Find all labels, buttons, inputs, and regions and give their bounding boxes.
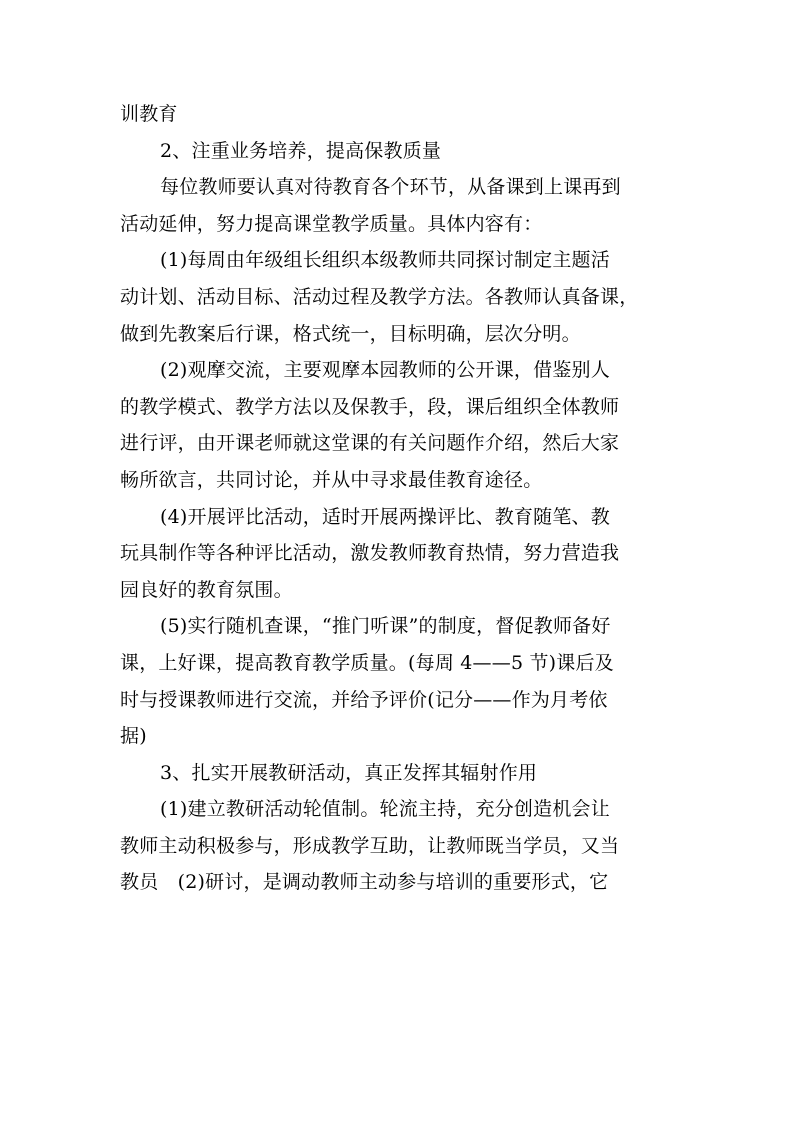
text-line-13: 玩具制作等各种评比活动，激发教师教育热情，努力营造我 bbox=[120, 542, 620, 565]
text-line-21: 教师主动积极参与，形成教学互助，让教师既当学员，又当 bbox=[120, 834, 620, 857]
text-line-14: 园良好的教育氛围。 bbox=[120, 578, 293, 601]
text-line-5: (1)每周由年级组长组织本级教师共同探讨制定主题活 bbox=[160, 249, 610, 272]
text-line-17: 时与授课教师进行交流，并给予评价(记分——作为月考依 bbox=[120, 688, 608, 711]
text-line-18: 据) bbox=[120, 725, 147, 748]
text-line-8: (2)观摩交流，主要观摩本园教师的公开课，借鉴别人 bbox=[160, 359, 610, 382]
text-line-6: 动计划、活动目标、活动过程及教学方法。各教师认真备课， bbox=[120, 285, 639, 308]
text-line-16: 课，上好课，提高教育教学质量。(每周 4——5 节)课后及 bbox=[120, 651, 614, 674]
text-line-9: 的教学模式、教学方法以及保教手，段，课后组织全体教师 bbox=[120, 395, 620, 418]
text-line-4: 活动延伸，努力提高课堂教学质量。具体内容有： bbox=[120, 212, 543, 235]
heading-2-line: 2、注重业务培养，提高保教质量 bbox=[160, 139, 442, 162]
text-line-12: (4)开展评比活动，适时开展两操评比、教育随笔、教 bbox=[160, 505, 610, 528]
document-body bbox=[120, 96, 678, 901]
text-line-10: 进行评，由开课老师就这堂课的有关问题作介绍，然后大家 bbox=[120, 432, 620, 455]
text-line-1: 训教育 bbox=[120, 103, 178, 125]
heading-3-line: 3、扎实开展教研活动，真正发挥其辐射作用 bbox=[160, 761, 538, 784]
text-line-15: (5)实行随机查课，“推门听课”的制度，督促教师备好 bbox=[160, 615, 611, 638]
text-line-22: 教员 (2)研讨，是调动教师主动参与培训的重要形式，它 bbox=[120, 871, 609, 894]
text-line-20: (1)建立教研活动轮值制。轮流主持，充分创造机会让 bbox=[160, 798, 610, 821]
text-line-7: 做到先教案后行课，格式统一，目标明确，层次分明。 bbox=[120, 322, 581, 345]
text-line-11: 畅所欲言，共同讨论，并从中寻求最佳教育途径。 bbox=[120, 468, 543, 491]
text-line-3: 每位教师要认真对待教育各个环节，从备课到上课再到 bbox=[160, 176, 621, 199]
